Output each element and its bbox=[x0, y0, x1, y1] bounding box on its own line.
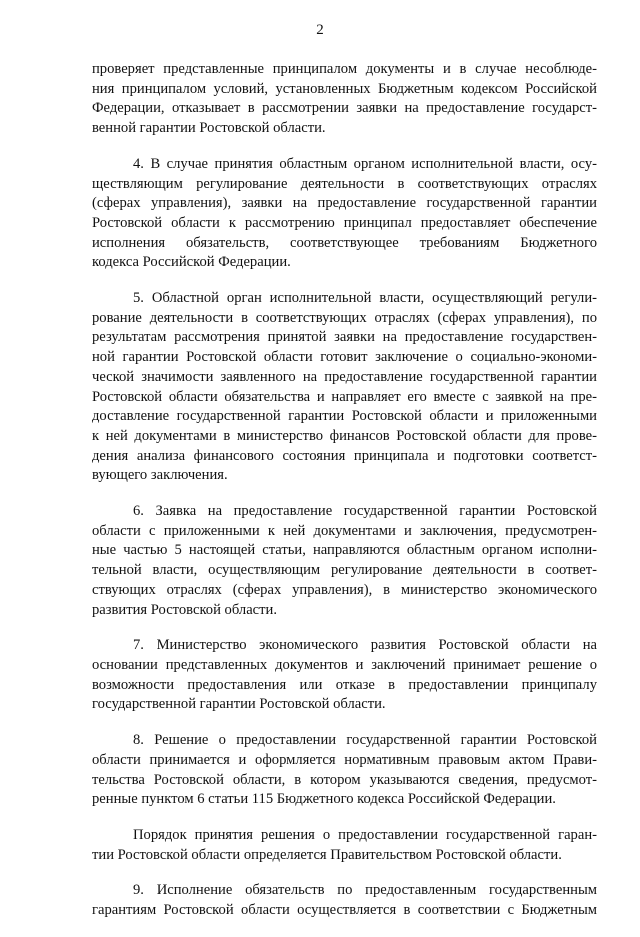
paragraph-item-5 bbox=[92, 289, 597, 486]
text-line: венной гарантии Ростовской области. bbox=[92, 120, 326, 137]
text-line: 8. Решение о предоставлении государственной гарантии Ростовской bbox=[133, 732, 597, 749]
text-line: тельной власти, осуществляющим регулирование деятельности в соответ- bbox=[92, 562, 597, 579]
text-line: рование деятельности в соответствующих отраслях (сферах управления), по bbox=[92, 309, 597, 326]
text-line: к ней документами в министерство финансов Ростовской области для прове- bbox=[92, 427, 597, 444]
text-line: ной гарантии Ростовской области готовит заключение о социально-экономи- bbox=[92, 349, 597, 366]
text-line: кодекса Российской Федерации. bbox=[92, 254, 291, 271]
text-line: государственной гарантии Ростовской области. bbox=[92, 696, 386, 713]
page-number: 2 bbox=[316, 22, 324, 38]
text-line: тии Ростовской области определяется Правительством Ростовской области. bbox=[92, 846, 562, 863]
text-line: области принимается и оформляется нормативным правовым актом Прави- bbox=[92, 751, 597, 768]
text-line: ческой значимости заявленного на предоставление государственной гарантии bbox=[92, 368, 597, 385]
text-line: проверяет представленные принципалом документы и в случае несоблюде- bbox=[92, 61, 597, 77]
text-line: области с приложенными к ней документами и заключения, предусмотрен- bbox=[92, 522, 597, 539]
paragraph-item-7 bbox=[92, 636, 597, 715]
text-line: вующего заключения. bbox=[92, 467, 228, 484]
text-line: основании представленных документов и заключений принимает решение о bbox=[92, 656, 597, 673]
paragraph-continuation bbox=[92, 60, 597, 139]
text-line: 4. В случае принятия областным органом исполнительной власти, осу- bbox=[133, 155, 597, 172]
text-line: возможности предоставления или отказе в предоставлении принципалу bbox=[92, 676, 597, 693]
paragraph-item-6 bbox=[92, 502, 597, 620]
text-line: исполнения обязательств, соответствующее требованиям Бюджетного bbox=[92, 234, 597, 251]
paragraph-procedure bbox=[92, 826, 597, 865]
paragraph-item-8 bbox=[92, 731, 597, 810]
text-line: ществляющим регулирование деятельности в соответствующих отраслях bbox=[92, 175, 597, 192]
text-line: ренные пунктом 6 статьи 115 Бюджетного кодекса Российской Федерации. bbox=[92, 791, 556, 808]
paragraph-item-4 bbox=[92, 155, 597, 273]
text-line: ствующих отраслях (сферах управления), в министерство экономического bbox=[92, 581, 597, 598]
text-line: результатам рассмотрения принятой заявки на предоставление государствен- bbox=[92, 329, 597, 346]
text-line: доставление государственной гарантии Ростовской области и приложенными bbox=[92, 408, 597, 425]
text-line: Порядок принятия решения о предоставлении государственной гаран- bbox=[133, 826, 597, 843]
text-line: Ростовской области обязательства и направляет его вместе с заявкой на пре- bbox=[92, 388, 597, 405]
text-line: ные частью 5 настоящей статьи, направляются областным органом исполни- bbox=[92, 542, 597, 559]
text-line: Ростовской области к рассмотрению принципал предоставляет обеспечение bbox=[92, 214, 597, 231]
document-body bbox=[92, 60, 597, 937]
text-line: (сферах управления), заявки на предоставление государственной гарантии bbox=[92, 195, 597, 212]
text-line: Федерации, отказывает в рассмотрении заявки на предоставление государст- bbox=[92, 100, 597, 117]
text-line: дения анализа финансового состояния принципала и подготовки соответст- bbox=[92, 447, 597, 464]
text-line: ния принципалом условий, установленных Бюджетным кодексом Российской bbox=[92, 80, 597, 97]
text-line: развития Ростовской области. bbox=[92, 601, 277, 618]
text-line: 9. Исполнение обязательств по предоставленным государственным bbox=[133, 882, 597, 899]
text-line: тельства Ростовской области, в котором указываются сведения, предусмот- bbox=[92, 771, 597, 788]
text-line: гарантиям Ростовской области осуществляется в соответствии с Бюджетным bbox=[92, 902, 597, 919]
text-line: 6. Заявка на предоставление государственной гарантии Ростовской bbox=[133, 503, 597, 520]
text-line: 7. Министерство экономического развития Ростовской области на bbox=[133, 637, 597, 654]
text-line: 5. Областной орган исполнительной власти, осуществляющий регули- bbox=[133, 290, 597, 307]
paragraph-item-9 bbox=[92, 881, 597, 920]
